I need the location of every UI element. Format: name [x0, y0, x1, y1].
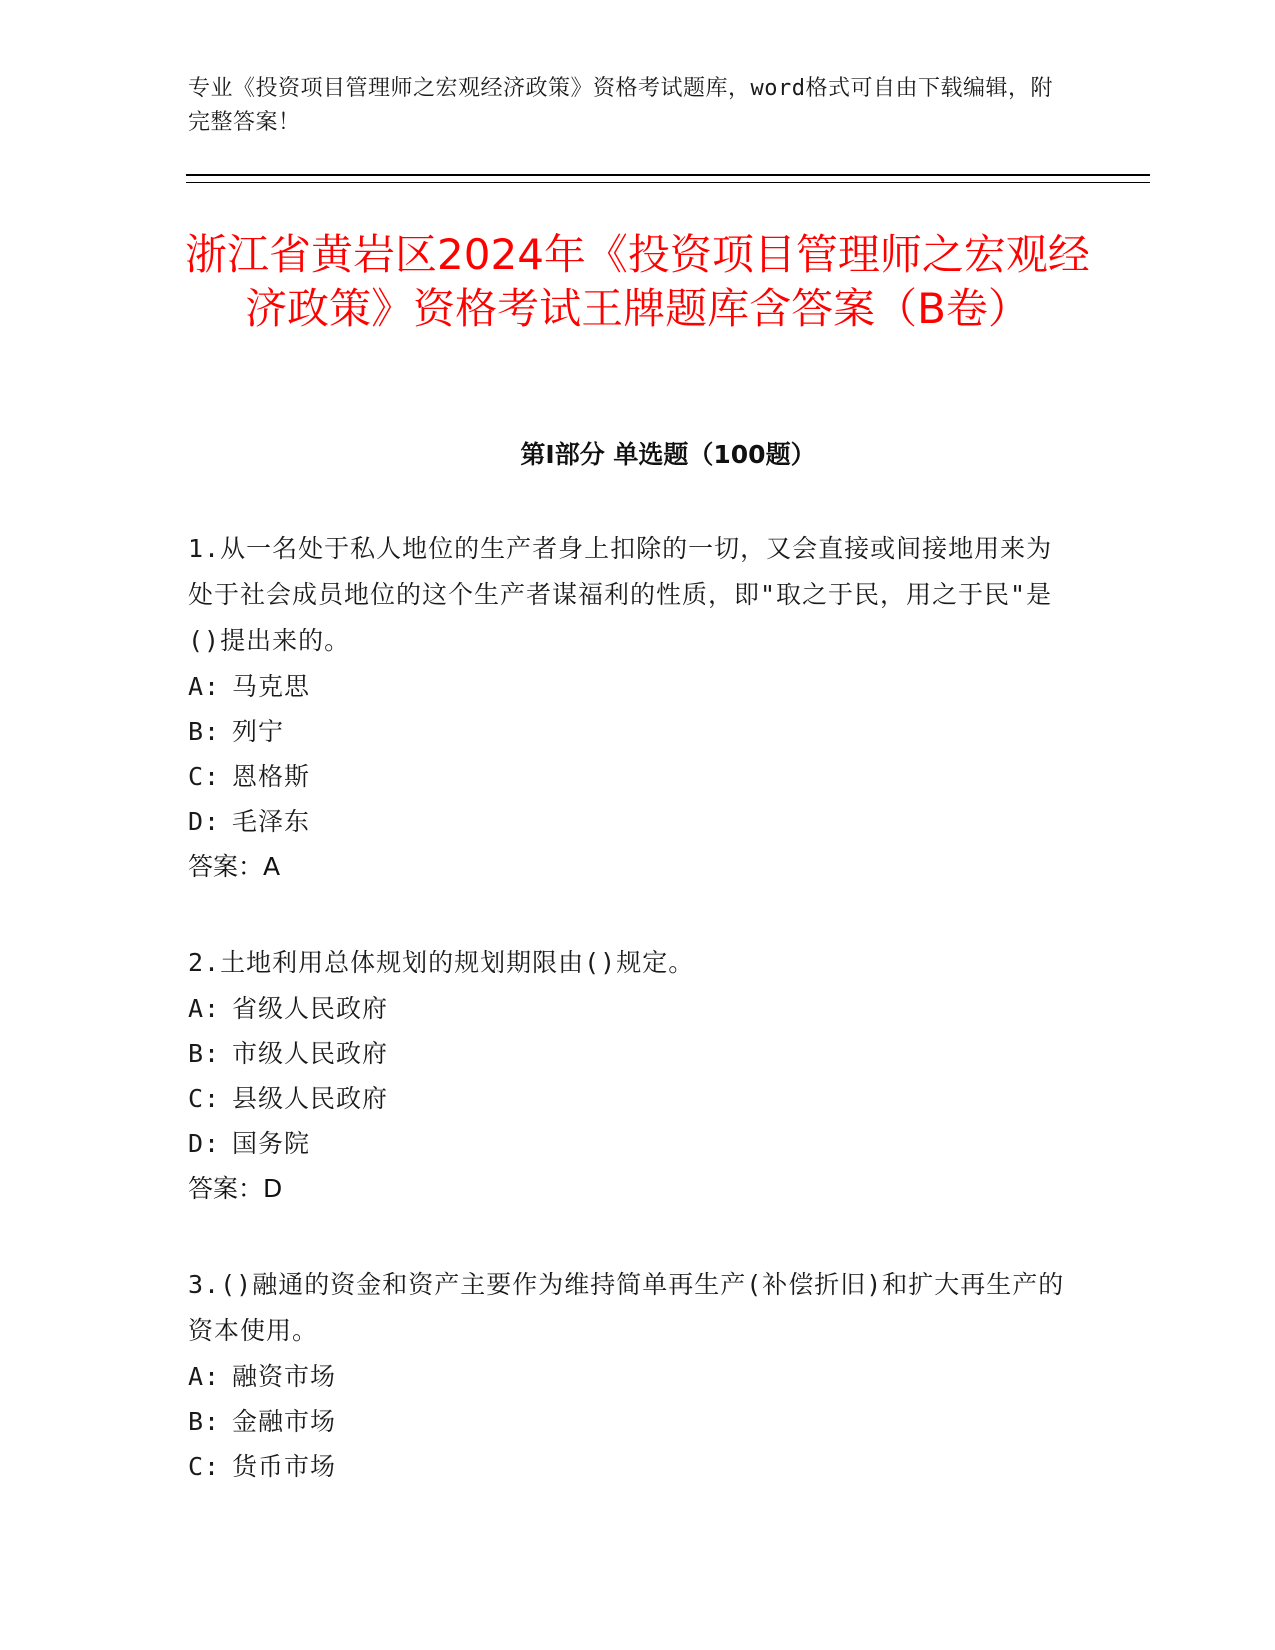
option-c	[188, 1076, 1068, 1121]
document-title: 浙江省黄岩区2024年《投资项目管理师之宏观经济政策》资格考试王牌题库含答案（B卷）	[185, 230, 1090, 333]
option-a	[188, 664, 1068, 709]
option-text: 毛泽东	[232, 807, 311, 836]
option-letter: B:	[188, 717, 221, 746]
option-d	[188, 1121, 1068, 1166]
header-note: 专业《投资项目管理师之宏观经济政策》资格考试题库，word格式可自由下载编辑，附完整答案！	[188, 76, 1053, 135]
option-text: 市级人民政府	[232, 1039, 389, 1068]
option-text: 金融市场	[232, 1407, 337, 1436]
header-rule-thick	[186, 174, 1150, 176]
option-letter: C:	[188, 762, 221, 791]
question-stem: 1.从一名处于私人地位的生产者身上扣除的一切，又会直接或间接地用来为处于社会成员地位的这个生产者谋福利的性质，即"取之于民，用之于民"是()提出来的。	[188, 534, 1053, 655]
option-a	[188, 1354, 1068, 1399]
option-list	[188, 986, 1068, 1166]
option-list	[188, 1354, 1068, 1489]
option-c	[188, 754, 1068, 799]
option-b	[188, 709, 1068, 754]
option-d	[188, 799, 1068, 844]
option-text: 省级人民政府	[232, 994, 389, 1023]
option-b	[188, 1031, 1068, 1076]
option-text: 县级人民政府	[232, 1084, 389, 1113]
header-rule-thin	[186, 182, 1150, 183]
question-stem: 2.土地利用总体规划的规划期限由()规定。	[188, 948, 695, 977]
option-text: 列宁	[232, 717, 285, 746]
question-list	[188, 526, 1068, 1539]
option-c	[188, 1444, 1068, 1489]
answer-line: 答案：D	[188, 1174, 283, 1203]
question-stem: 3.()融通的资金和资产主要作为维持简单再生产(补偿折旧)和扩大再生产的资本使用。	[188, 1270, 1065, 1345]
option-list	[188, 664, 1068, 844]
question-item	[188, 526, 1068, 890]
option-letter: A:	[188, 672, 221, 701]
option-letter: D:	[188, 1129, 221, 1158]
option-letter: B:	[188, 1407, 221, 1436]
option-text: 货币市场	[232, 1452, 337, 1481]
option-letter: A:	[188, 994, 221, 1023]
option-b	[188, 1399, 1068, 1444]
option-letter: A:	[188, 1362, 221, 1391]
option-text: 恩格斯	[232, 762, 311, 791]
section-title: 第I部分 单选题（100题）	[520, 440, 816, 469]
option-letter: B:	[188, 1039, 221, 1068]
question-item	[188, 940, 1068, 1212]
option-text: 马克思	[232, 672, 311, 701]
option-text: 融资市场	[232, 1362, 337, 1391]
question-item	[188, 1262, 1068, 1489]
option-a	[188, 986, 1068, 1031]
option-letter: D:	[188, 807, 221, 836]
answer-line: 答案：A	[188, 852, 281, 881]
option-letter: C:	[188, 1452, 221, 1481]
option-letter: C:	[188, 1084, 221, 1113]
option-text: 国务院	[232, 1129, 311, 1158]
